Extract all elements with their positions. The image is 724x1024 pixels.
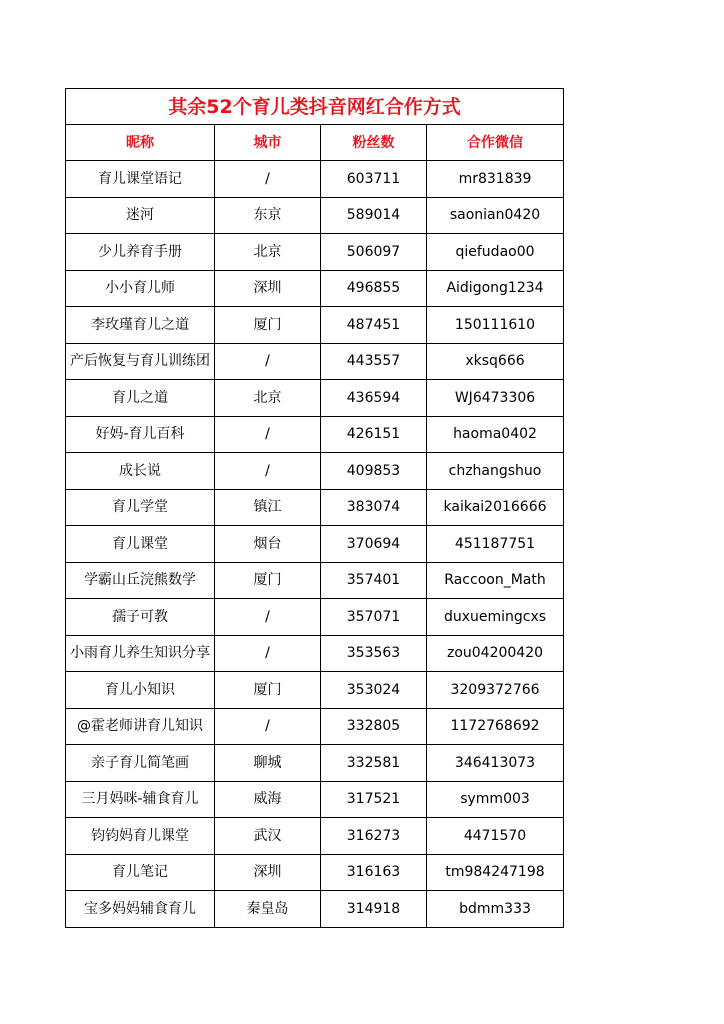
cell-nickname: 育儿小知识 [66, 672, 215, 709]
cell-fans: 353024 [321, 672, 427, 709]
cell-wechat: 346413073 [427, 745, 564, 782]
cell-nickname: 亲子育儿简笔画 [66, 745, 215, 782]
cell-nickname: 宝多妈妈辅食育儿 [66, 891, 215, 928]
cell-nickname: 育儿学堂 [66, 489, 215, 526]
table-row [66, 453, 564, 490]
table-row [66, 161, 564, 198]
cell-nickname: 育儿之道 [66, 380, 215, 417]
table-row [66, 781, 564, 818]
cell-city: / [215, 453, 321, 490]
cell-wechat: Aidigong1234 [427, 270, 564, 307]
table-row [66, 270, 564, 307]
cell-fans: 314918 [321, 891, 427, 928]
cell-nickname: 育儿课堂语记 [66, 161, 215, 198]
table-row [66, 891, 564, 928]
cell-city: 厦门 [215, 562, 321, 599]
cell-wechat: 3209372766 [427, 672, 564, 709]
table-row [66, 672, 564, 709]
table-row [66, 745, 564, 782]
cell-wechat: Raccoon_Math [427, 562, 564, 599]
cell-wechat: duxuemingcxs [427, 599, 564, 636]
cell-fans: 436594 [321, 380, 427, 417]
cell-fans: 332805 [321, 708, 427, 745]
cell-city: / [215, 161, 321, 198]
cell-wechat: 451187751 [427, 526, 564, 563]
header-row [66, 125, 564, 161]
cell-nickname: 小小育儿师 [66, 270, 215, 307]
cell-nickname: 育儿课堂 [66, 526, 215, 563]
cell-fans: 443557 [321, 343, 427, 380]
cell-wechat: symm003 [427, 781, 564, 818]
table-body [66, 89, 564, 928]
cell-city: 北京 [215, 380, 321, 417]
cell-city: / [215, 416, 321, 453]
table-row [66, 818, 564, 855]
cell-nickname: 小雨育儿养生知识分享 [66, 635, 215, 672]
cell-fans: 496855 [321, 270, 427, 307]
table-row [66, 307, 564, 344]
cell-nickname: 成长说 [66, 453, 215, 490]
cell-city: 威海 [215, 781, 321, 818]
table-row [66, 416, 564, 453]
table-row [66, 343, 564, 380]
cell-wechat: kaikai2016666 [427, 489, 564, 526]
cell-city: 秦皇岛 [215, 891, 321, 928]
table-title: 其余52个育儿类抖音网红合作方式 [66, 89, 564, 125]
table-row [66, 489, 564, 526]
cell-city: 镇江 [215, 489, 321, 526]
column-header-nickname: 昵称 [66, 125, 215, 161]
cell-nickname: 产后恢复与育儿训练团 [66, 343, 215, 380]
cell-city: 厦门 [215, 672, 321, 709]
cell-nickname: 迷河 [66, 197, 215, 234]
cell-fans: 332581 [321, 745, 427, 782]
cell-fans: 426151 [321, 416, 427, 453]
cell-fans: 316273 [321, 818, 427, 855]
cell-wechat: tm984247198 [427, 854, 564, 891]
cell-city: 武汉 [215, 818, 321, 855]
column-header-fans: 粉丝数 [321, 125, 427, 161]
cell-city: 聊城 [215, 745, 321, 782]
column-header-wechat: 合作微信 [427, 125, 564, 161]
table-row [66, 234, 564, 271]
cell-city: / [215, 343, 321, 380]
table-row [66, 635, 564, 672]
cell-city: / [215, 635, 321, 672]
cell-nickname: 李玫瑾育儿之道 [66, 307, 215, 344]
cell-fans: 589014 [321, 197, 427, 234]
cell-nickname: 三月妈咪-辅食育儿 [66, 781, 215, 818]
cell-wechat: saonian0420 [427, 197, 564, 234]
cell-city: 深圳 [215, 854, 321, 891]
cell-wechat: mr831839 [427, 161, 564, 198]
cell-city: 深圳 [215, 270, 321, 307]
cell-fans: 317521 [321, 781, 427, 818]
cell-city: / [215, 599, 321, 636]
table-row [66, 708, 564, 745]
table-row [66, 854, 564, 891]
column-header-city: 城市 [215, 125, 321, 161]
cell-wechat: bdmm333 [427, 891, 564, 928]
influencer-table [65, 88, 564, 928]
table-row [66, 197, 564, 234]
cell-city: / [215, 708, 321, 745]
cell-fans: 357071 [321, 599, 427, 636]
cell-city: 北京 [215, 234, 321, 271]
cell-nickname: 钧钧妈育儿课堂 [66, 818, 215, 855]
cell-nickname: 少儿养育手册 [66, 234, 215, 271]
table-row [66, 526, 564, 563]
cell-fans: 506097 [321, 234, 427, 271]
cell-wechat: xksq666 [427, 343, 564, 380]
cell-fans: 409853 [321, 453, 427, 490]
cell-nickname: 孺子可教 [66, 599, 215, 636]
cell-nickname: 育儿笔记 [66, 854, 215, 891]
title-row [66, 89, 564, 125]
cell-wechat: 1172768692 [427, 708, 564, 745]
cell-wechat: WJ6473306 [427, 380, 564, 417]
cell-wechat: 4471570 [427, 818, 564, 855]
cell-nickname: 好妈-育儿百科 [66, 416, 215, 453]
cell-fans: 353563 [321, 635, 427, 672]
cell-wechat: zou04200420 [427, 635, 564, 672]
cell-wechat: qiefudao00 [427, 234, 564, 271]
table-row [66, 380, 564, 417]
cell-fans: 487451 [321, 307, 427, 344]
cell-nickname: @霍老师讲育儿知识 [66, 708, 215, 745]
cell-nickname: 学霸山丘浣熊数学 [66, 562, 215, 599]
cell-wechat: 150111610 [427, 307, 564, 344]
cell-fans: 370694 [321, 526, 427, 563]
cell-fans: 357401 [321, 562, 427, 599]
cell-wechat: chzhangshuo [427, 453, 564, 490]
cell-wechat: haoma0402 [427, 416, 564, 453]
table-row [66, 599, 564, 636]
cell-fans: 603711 [321, 161, 427, 198]
cell-city: 烟台 [215, 526, 321, 563]
table-row [66, 562, 564, 599]
cell-city: 东京 [215, 197, 321, 234]
cell-fans: 383074 [321, 489, 427, 526]
cell-fans: 316163 [321, 854, 427, 891]
cell-city: 厦门 [215, 307, 321, 344]
